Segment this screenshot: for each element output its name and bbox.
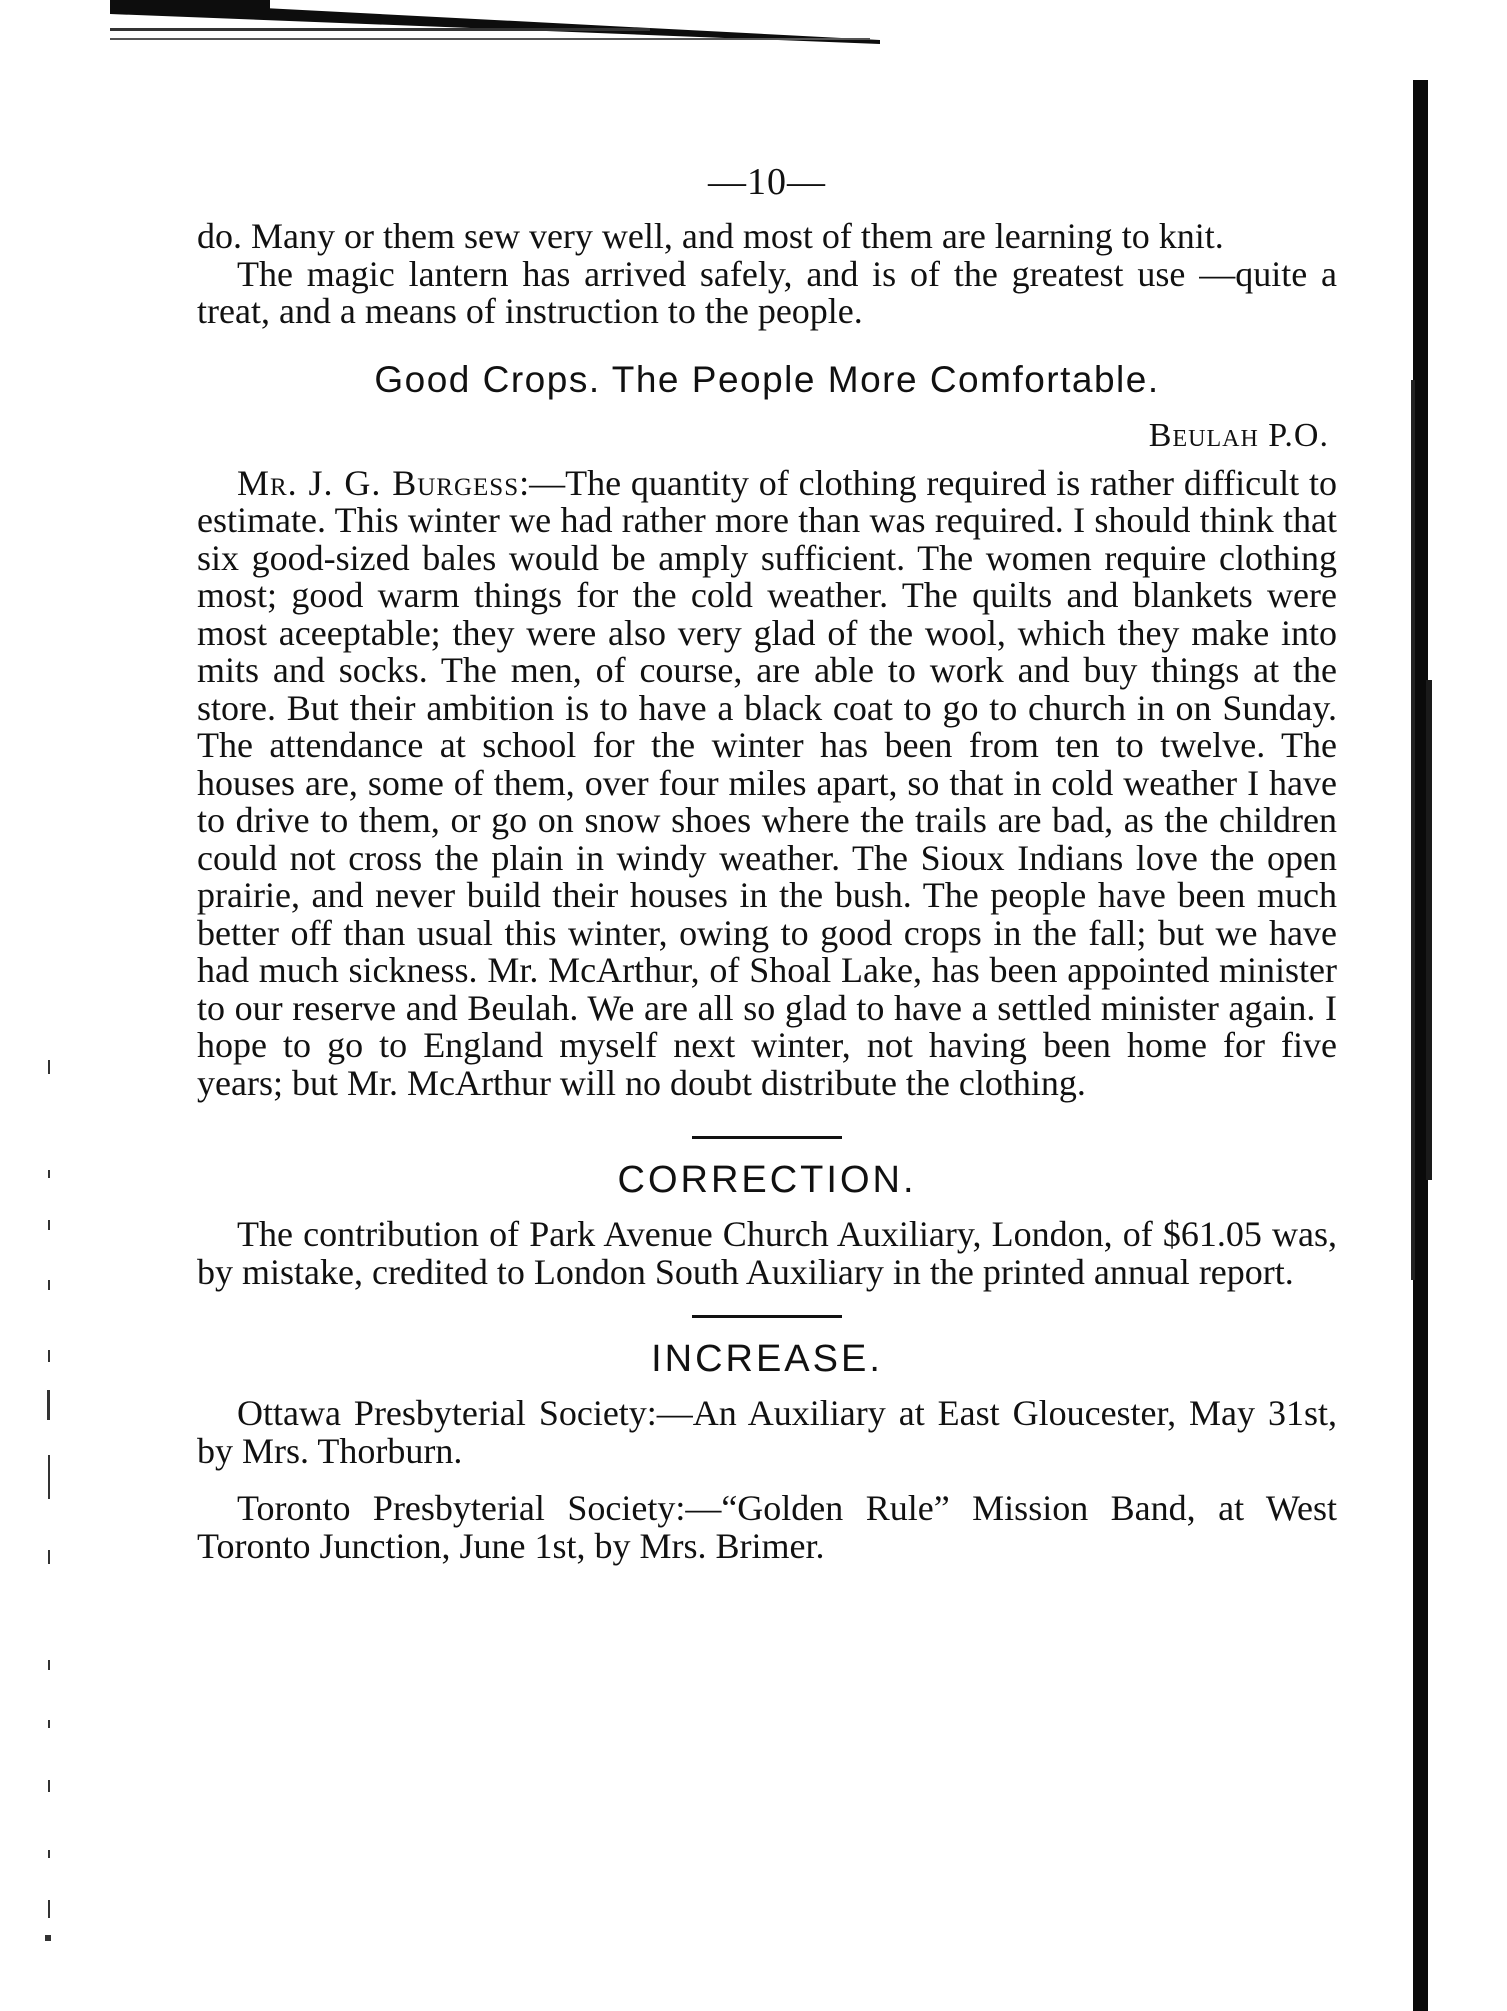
- correction-text: The contribution of Park Avenue Church Auxiliary, London, of $61.05 was, by mistake, credited to London South Auxiliary in the printed annual report.: [197, 1214, 1337, 1292]
- correction-heading: CORRECTION.: [617, 1159, 917, 1201]
- continuation-paragraph: do. Many or them sew very well, and most of them are learning to knit.: [197, 216, 1224, 256]
- letter-text: :—The quantity of clothing required is rather difficult to estimate. This winter we had rather more than was required. I should think that six good-sized bales would be amply sufficient. The women require clothing most; good warm things for the cold weather. The quilts and blankets were most aceeptable; they were also very glad of the wool, which they make into mits and socks. The men, of course, are able to work and buy things at the store. But their ambition is to have a black coat to go to church in on Sunday. The attendance at school for the winter has been from ten to twelve. The houses are, some of them, over four miles apart, so that in cold weather I have to drive to them, or go on snow shoes where the trails are bad, as the children could not cross the plain in windy weather. The Sioux Indians love the open prairie, and never build their houses in the bush. The people have been much better off than usual this winter, owing to good crops in the fall; but we have had much sickness. Mr. McArthur, of Shoal Lake, has been appointed minister to our reserve and Beulah. We are all so glad to have a settled minister again. I hope to go to England myself next winter, not having been home for five years; but Mr. McArthur will no doubt distribute the clothing.: [197, 462, 1337, 1103]
- letter-place: Beulah P.O.: [1148, 416, 1329, 454]
- page-number: —10—: [708, 161, 826, 203]
- increase-heading: INCREASE.: [651, 1338, 883, 1380]
- increase-entry: Ottawa Presbyterial Society:—An Auxiliary at East Gloucester, May 31st, by Mrs. Thorburn.: [197, 1393, 1337, 1471]
- letter-heading: Good Crops. The People More Comfortable.: [374, 358, 1160, 400]
- scanned-top-rule: [110, 0, 880, 46]
- continuation-paragraph: The magic lantern has arrived safely, and is of the greatest use —quite a treat, and a means of instruction to the people.: [197, 253, 1337, 331]
- letter-salutation: Mr. J. G. Burgess: [237, 462, 520, 503]
- entry-gap: [197, 1470, 1337, 1490]
- page-content: [197, 160, 1337, 1565]
- section-divider: [692, 1136, 842, 1139]
- scanned-page-edge: [1410, 80, 1432, 2011]
- scanned-margin-marks: [38, 1060, 62, 1960]
- section-divider: [692, 1315, 842, 1318]
- increase-entry: Toronto Presbyterial Society:—“Golden Rule” Mission Band, at West Toronto Junction, June 1st, by Mrs. Brimer.: [197, 1488, 1337, 1566]
- letter-body: [197, 462, 1337, 1103]
